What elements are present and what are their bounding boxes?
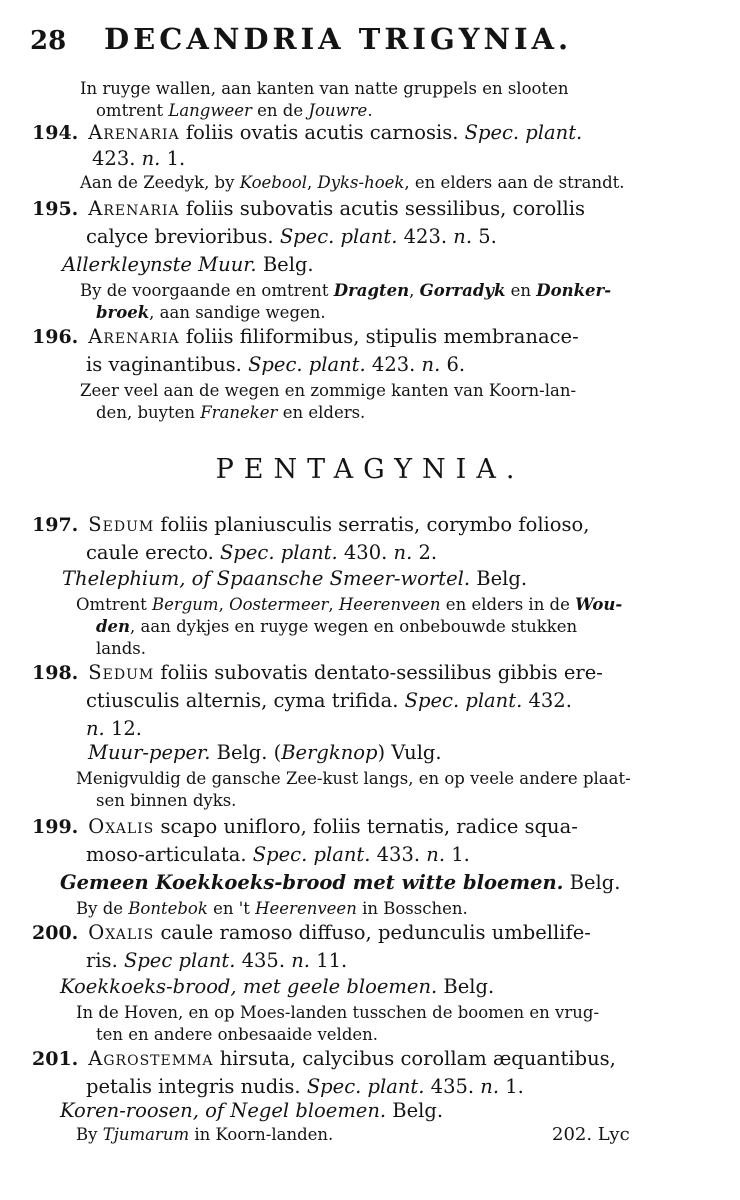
- text-line: 201. Agrostemma hirsuta, calycibus corollam æquantibus,: [32, 1047, 616, 1070]
- text-line: n. 12.: [86, 717, 142, 740]
- text-line: petalis integris nudis. Spec. plant. 435. n. 1.: [86, 1075, 524, 1098]
- text-line: Allerkleynste Muur. Belg.: [62, 253, 314, 276]
- text-line: 194. Arenaria foliis ovatis acutis carnosis. Spec. plant.: [32, 121, 583, 144]
- text-line: calyce brevioribus. Spec. plant. 423. n. 5.: [86, 225, 497, 248]
- text-line: 197. Sedum foliis planiusculis serratis, corymbo folioso,: [32, 513, 590, 536]
- text-line: broek, aan sandige wegen.: [96, 303, 326, 322]
- text-line: In ruyge wallen, aan kanten van natte gruppels en slooten: [80, 79, 569, 98]
- text-line: 196. Arenaria foliis filiformibus, stipulis membranace-: [32, 325, 579, 348]
- page-number: 28: [30, 26, 67, 56]
- text-line: By de Bontebok en 't Heerenveen in Bosschen.: [76, 899, 468, 918]
- text-line: moso-articulata. Spec. plant. 433. n. 1.: [86, 843, 470, 866]
- text-line: lands.: [96, 639, 147, 658]
- text-line: ctiusculis alternis, cyma trifida. Spec. plant. 432.: [86, 689, 572, 712]
- text-line: Koren-roosen, of Negel bloemen. Belg.: [60, 1099, 444, 1122]
- text-line: Koekkoeks-brood, met geele bloemen. Belg.: [60, 975, 495, 998]
- text-line: Zeer veel aan de wegen en zommige kanten van Koorn-lan-: [80, 381, 577, 400]
- catchword: 202. Lyc: [552, 1124, 630, 1145]
- text-line: ten en andere onbesaaide velden.: [96, 1025, 379, 1044]
- text-line: Aan de Zeedyk, by Koebool, Dyks-hoek, en elders aan de strandt.: [80, 173, 625, 192]
- section-heading: PENTAGYNIA.: [215, 454, 525, 485]
- text-line: Menigvuldig de gansche Zee-kust langs, en op veele andere plaat-: [76, 769, 631, 788]
- text-line: 199. Oxalis scapo unifloro, foliis ternatis, radice squa-: [32, 815, 578, 838]
- text-line: is vaginantibus. Spec. plant. 423. n. 6.: [86, 353, 466, 376]
- text-line: In de Hoven, en op Moes-landen tusschen de boomen en vrug-: [76, 1003, 600, 1022]
- page-header: [30, 22, 720, 66]
- text-line: sen binnen dyks.: [96, 791, 237, 810]
- text-line: Omtrent Bergum, Oostermeer, Heerenveen en elders in de Wou-: [76, 595, 623, 614]
- text-line: Muur-peper. Belg. (Bergknop) Vulg.: [88, 741, 442, 764]
- text-line: 195. Arenaria foliis subovatis acutis sessilibus, corollis: [32, 197, 585, 220]
- text-line: 198. Sedum foliis subovatis dentato-sessilibus gibbis ere-: [32, 661, 603, 684]
- text-line: den, aan dykjes en ruyge wegen en onbebouwde stukken: [96, 617, 578, 636]
- text-line: Thelephium, of Spaansche Smeer-wortel. Belg.: [62, 567, 528, 590]
- text-line: den, buyten Franeker en elders.: [96, 403, 366, 422]
- text-line: 423. n. 1.: [92, 147, 186, 170]
- text-line: By de voorgaande en omtrent Dragten, Gorradyk en Donker-: [80, 281, 612, 300]
- text-line: By Tjumarum in Koorn-landen.: [76, 1125, 334, 1144]
- text-line: 200. Oxalis caule ramoso diffuso, pedunculis umbellife-: [32, 921, 591, 944]
- text-line: caule erecto. Spec. plant. 430. n. 2.: [86, 541, 438, 564]
- text-line: ris. Spec plant. 435. n. 11.: [86, 949, 348, 972]
- text-line: omtrent Langweer en de Jouwre.: [96, 101, 373, 120]
- text-line: Gemeen Koekkoeks-brood met witte bloemen. Belg.: [60, 871, 621, 894]
- running-title: DECANDRIA TRIGYNIA.: [104, 22, 573, 56]
